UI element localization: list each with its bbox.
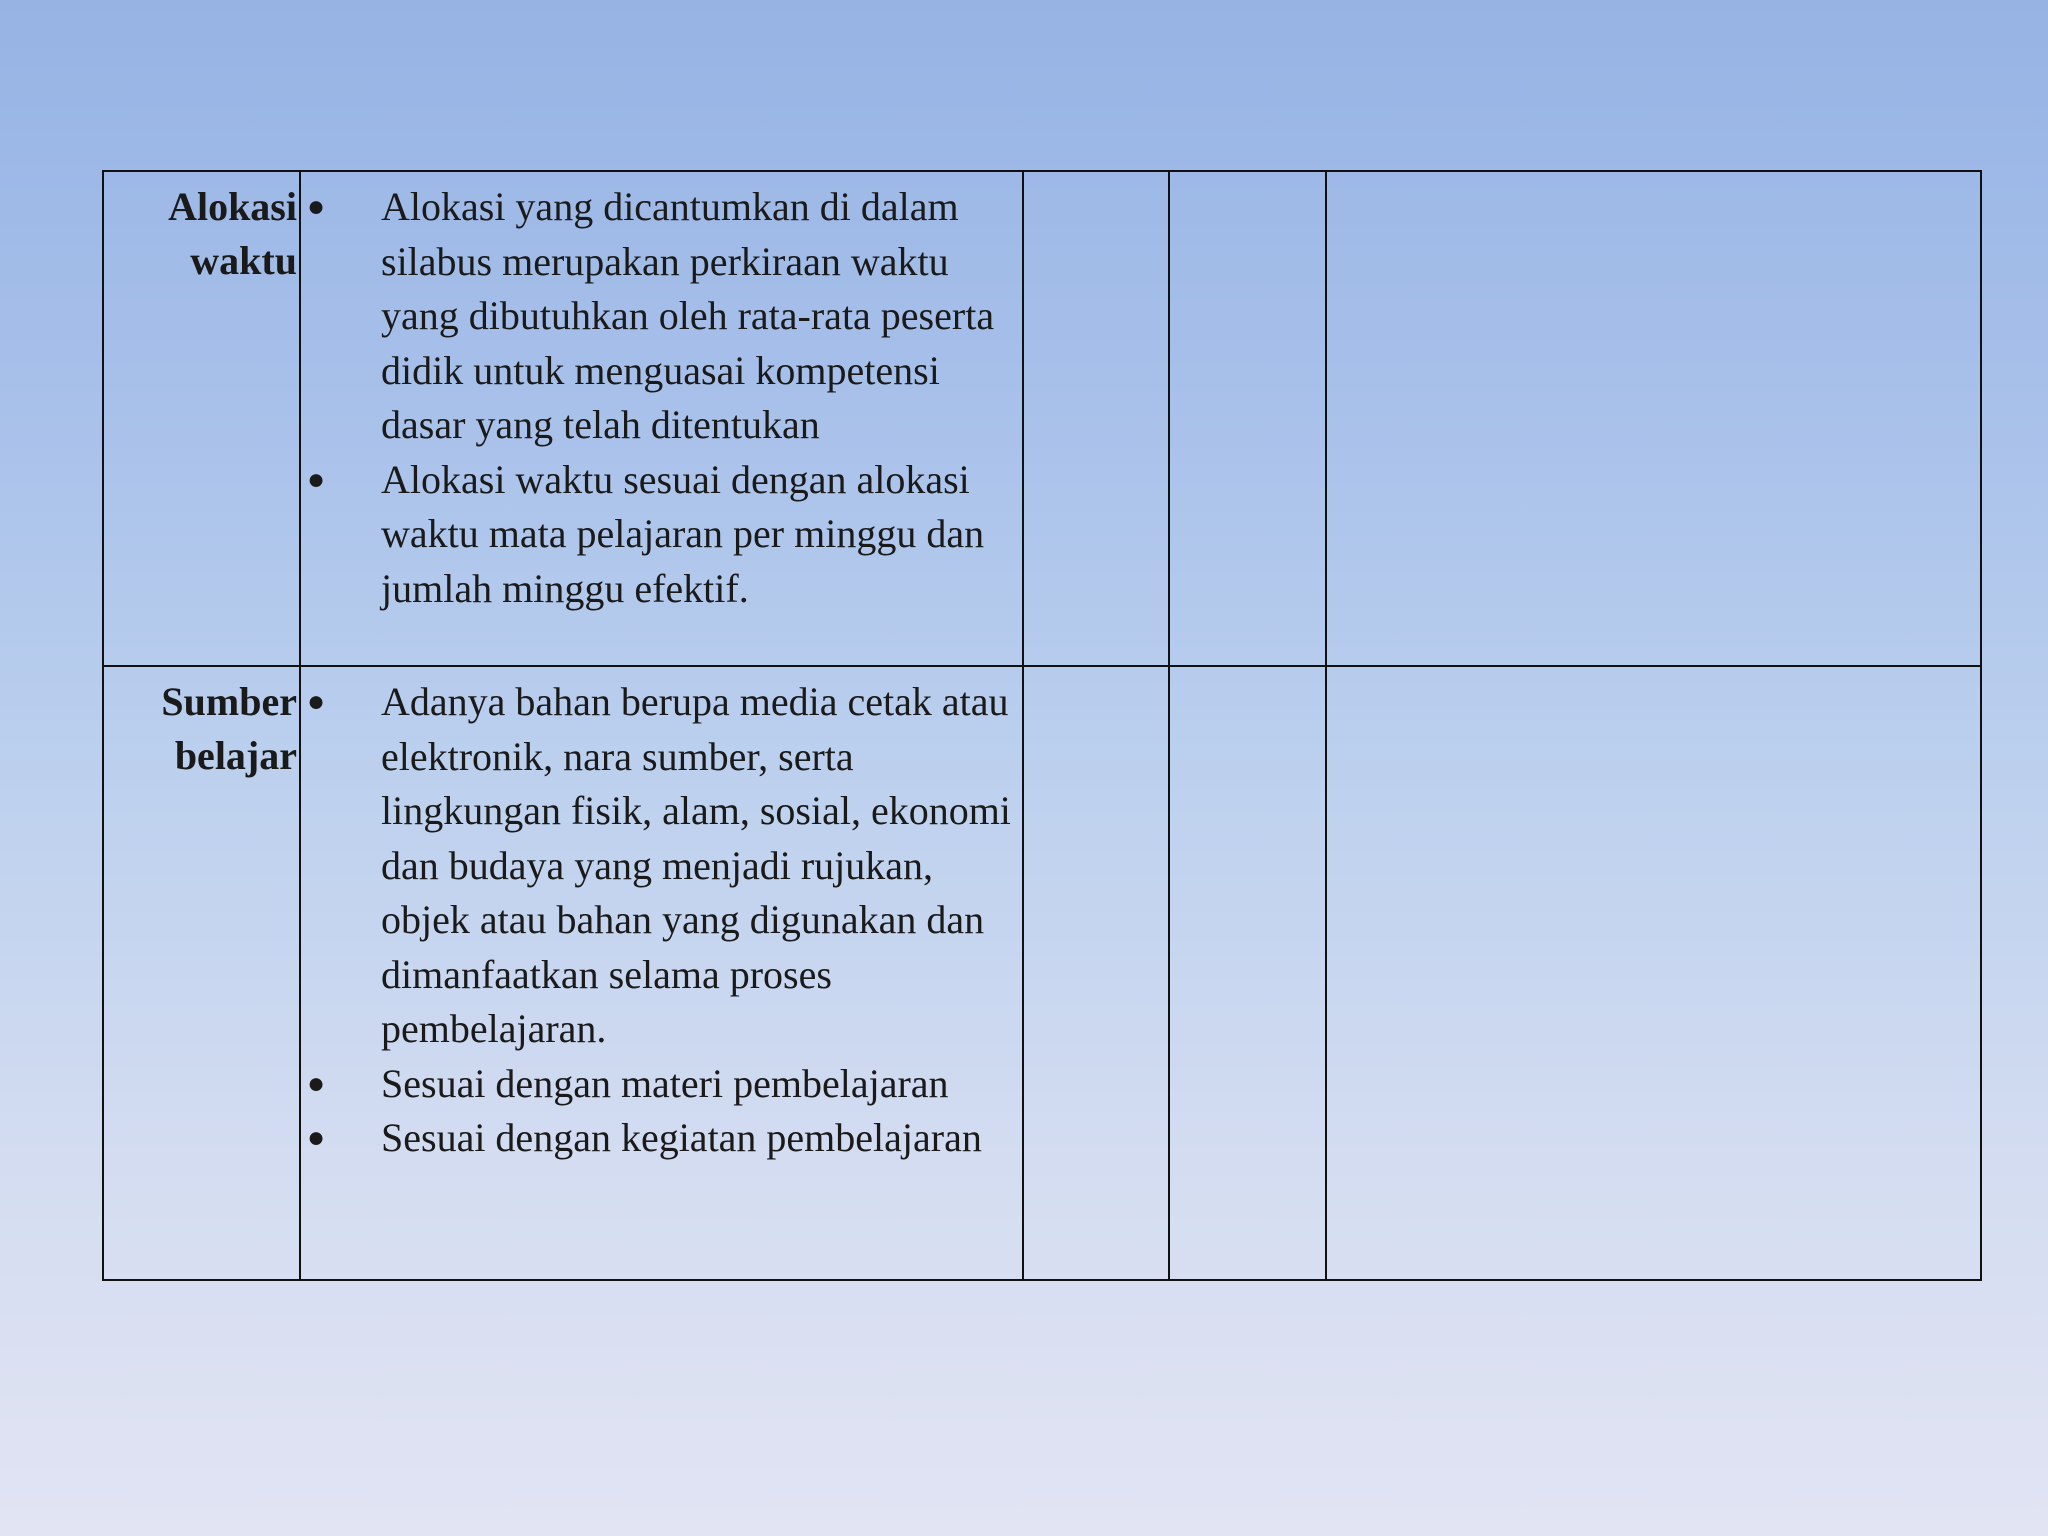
row-label-cell <box>103 666 300 1280</box>
criteria-cell <box>300 666 1023 1280</box>
empty-cell <box>1326 171 1981 666</box>
bullet-text: Sesuai dengan kegiatan pembelajaran <box>381 1115 982 1160</box>
bullet-item <box>301 1111 1018 1166</box>
bullet-item <box>301 675 1018 1057</box>
row-label-line: Sumber <box>161 679 297 724</box>
bullet-list <box>301 675 1018 1166</box>
empty-cell <box>1023 666 1169 1280</box>
empty-cell <box>1326 666 1981 1280</box>
row-label-line: belajar <box>174 733 297 778</box>
row-label-cell <box>103 171 300 666</box>
empty-cell <box>1169 171 1326 666</box>
bullet-item <box>301 453 1018 617</box>
empty-cell <box>1169 666 1326 1280</box>
bullet-icon: ● <box>307 190 326 223</box>
bullet-icon: ● <box>307 462 326 496</box>
table-row-sumber-belajar <box>103 666 1981 1280</box>
silabus-table <box>102 170 1982 1281</box>
bullet-icon: ● <box>307 1121 326 1154</box>
row-label-line: waktu <box>190 238 297 283</box>
bullet-item <box>301 1057 1018 1112</box>
empty-cell <box>1023 171 1169 666</box>
bullet-item <box>301 180 1018 453</box>
bullet-text: Sesuai dengan materi pembelajaran <box>381 1060 949 1106</box>
bullet-text: Alokasi yang dicantumkan di dalam silabus merupakan perkiraan waktu yang dibutuhkan oleh rata-rata peserta didik untuk menguasai kompetensi dasar yang telah ditentukan <box>381 184 995 447</box>
table-row-alokasi-waktu <box>103 171 1981 666</box>
criteria-cell <box>300 171 1023 666</box>
bullet-text: Adanya bahan berupa media cetak atau elektronik, nara sumber, serta lingkungan fisik, alam, sosial, ekonomi dan budaya yang menjadi rujukan, objek atau bahan yang digunakan dan dimanfaatkan selama proses pembelajaran. <box>381 679 1011 1051</box>
bullet-icon: ● <box>307 685 326 718</box>
row-label-line: Alokasi <box>168 184 297 229</box>
bullet-list <box>301 180 1018 616</box>
bullet-text: Alokasi waktu sesuai dengan alokasi waktu mata pelajaran per minggu dan jumlah minggu efektif. <box>381 456 985 611</box>
bullet-icon: ● <box>307 1066 326 1100</box>
